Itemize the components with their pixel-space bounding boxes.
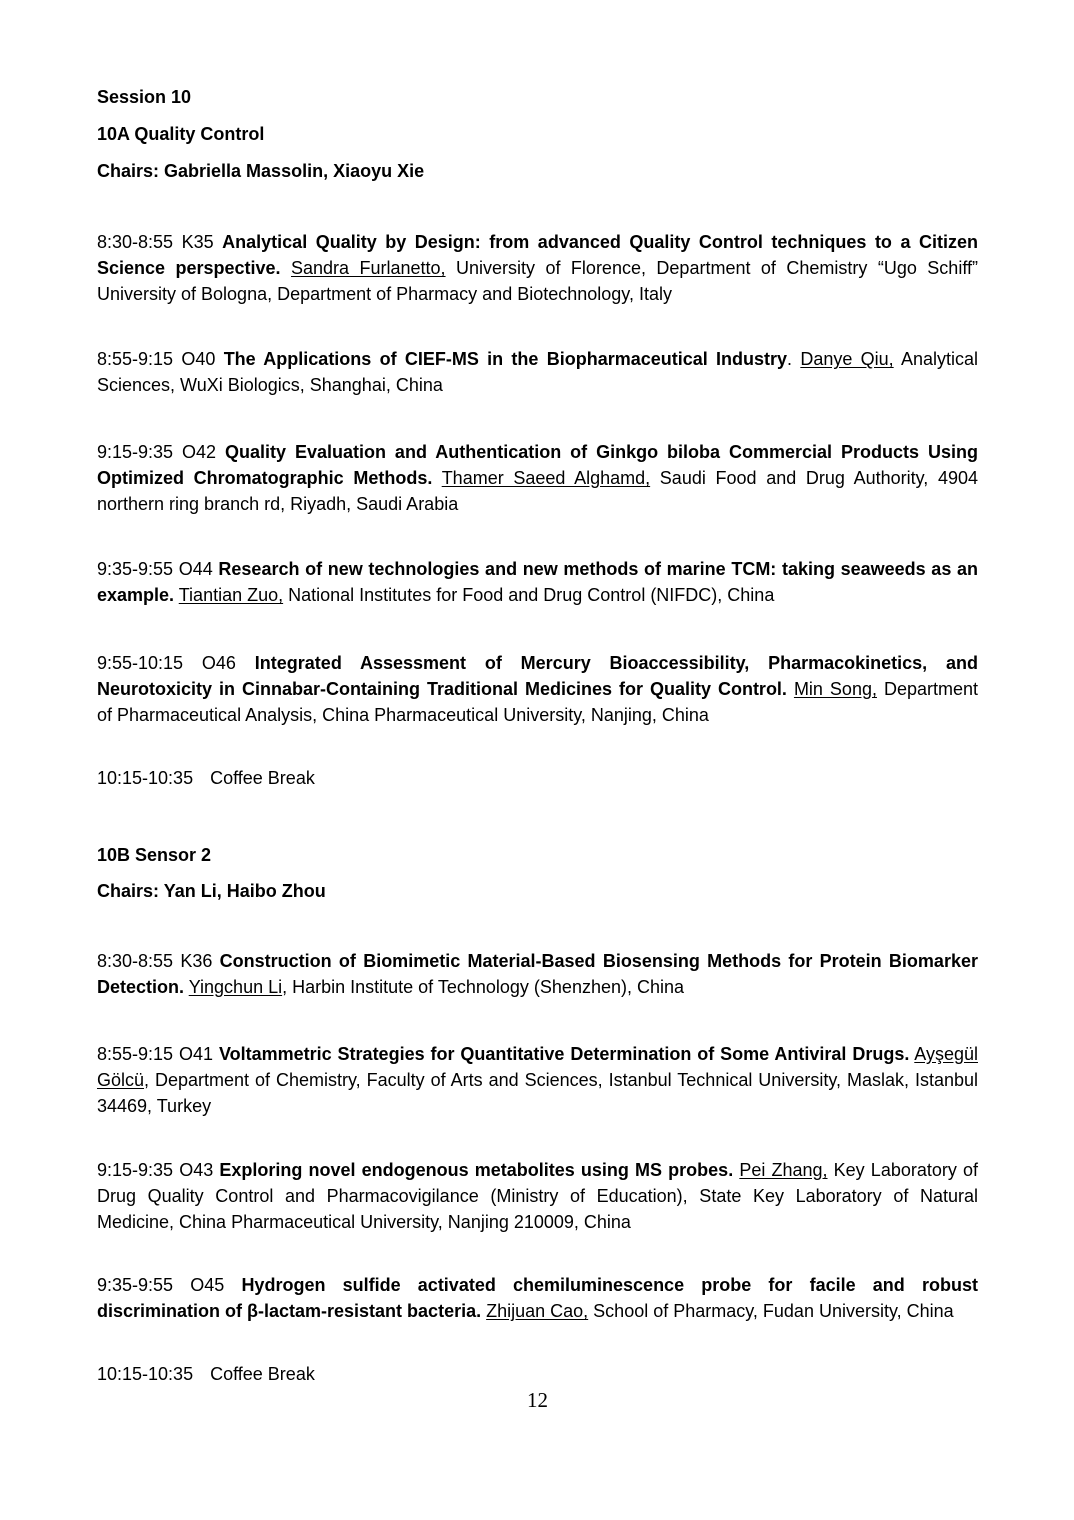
talk-entry-o45 — [97, 1272, 978, 1324]
talk-speaker: Tiantian Zuo, — [178, 585, 284, 605]
talk-separator — [281, 258, 291, 278]
talk-entry-o44 — [97, 556, 978, 608]
talk-title: Voltammetric Strategies for Quantitative Determination of Some Antiviral Drugs. — [218, 1044, 910, 1064]
talk-speaker: Sandra Furlanetto, — [291, 258, 446, 278]
talk-time: 9:15-9:35 — [97, 442, 174, 462]
coffee-break-line-10b — [97, 1361, 978, 1387]
page-number: 12 — [527, 1388, 548, 1412]
talk-entry-k36 — [97, 948, 978, 1000]
talk-entry-o42 — [97, 439, 978, 517]
talk-code: K35 — [181, 232, 214, 252]
talk-title: Hydrogen sulfide activated chemiluminescence probe for facile and robust discrimination of β-lactam-resistant bacteria. — [97, 1275, 978, 1321]
coffee-break-line-10a — [97, 765, 978, 791]
talk-title: The Applications of CIEF-MS in the Biopharmaceutical Industry — [223, 349, 788, 369]
talk-title: Research of new technologies and new methods of marine TCM: taking seaweeds as an example. — [97, 559, 978, 605]
talk-time: 9:15-9:35 — [97, 1160, 174, 1180]
talk-entry-o40 — [97, 346, 978, 398]
talk-entry-o43 — [97, 1157, 978, 1235]
track-title-10a: 10A Quality Control — [97, 124, 265, 144]
talk-time: 8:55-9:15 — [97, 349, 174, 369]
talk-time: 8:30-8:55 — [97, 951, 174, 971]
track-title-10b: 10B Sensor 2 — [97, 845, 212, 865]
talk-code: O41 — [178, 1044, 214, 1064]
break-label: Coffee Break — [210, 768, 315, 788]
talk-affiliation: Saudi Food and Drug Authority, 4904 northern ring branch rd, Riyadh, Saudi Arabia — [97, 468, 978, 514]
talk-code: O44 — [178, 559, 213, 579]
talk-speaker: Min Song, — [793, 679, 877, 699]
talk-affiliation: Department of Pharmaceutical Analysis, China Pharmaceutical University, Nanjing, China — [97, 679, 978, 725]
talk-code: O43 — [179, 1160, 214, 1180]
talk-code: K36 — [180, 951, 213, 971]
talk-code: O46 — [201, 653, 236, 673]
break-time: 10:15-10:35 — [97, 768, 194, 788]
talk-speaker: Danye Qiu, — [800, 349, 894, 369]
session-heading: Session 10 — [97, 87, 192, 107]
talk-code: O45 — [190, 1275, 225, 1295]
talk-time: 9:35-9:55 — [97, 1275, 174, 1295]
talk-code: O40 — [181, 349, 216, 369]
talk-affiliation: , Department of Chemistry, Faculty of Arts and Sciences, Istanbul Technical University, Maslak, Istanbul 34469, Turkey — [97, 1070, 978, 1116]
talk-code: O42 — [182, 442, 217, 462]
talk-title: Integrated Assessment of Mercury Bioaccessibility, Pharmacokinetics, and Neurotoxicity in Cinnabar-Containing Traditional Medicines for Quality Control. — [97, 653, 978, 699]
talk-separator — [787, 679, 794, 699]
talk-title: Exploring novel endogenous metabolites using MS probes. — [219, 1160, 734, 1180]
talk-affiliation: University of Florence, Department of Chemistry “Ugo Schiff” University of Bologna, Department of Pharmacy and Biotechnology, Italy — [97, 258, 978, 304]
talk-title: Construction of Biomimetic Material-Based Biosensing Methods for Protein Biomarker Detection. — [97, 951, 978, 997]
talk-time: 8:30-8:55 — [97, 232, 174, 252]
talk-title: Analytical Quality by Design: from advanced Quality Control techniques to a Citizen Science perspective. — [97, 232, 978, 278]
talk-title: Quality Evaluation and Authentication of Ginkgo biloba Commercial Products Using Optimized Chromatographic Methods. — [97, 442, 978, 488]
chairs-line-10a: Chairs: Gabriella Massolin, Xiaoyu Xie — [97, 161, 425, 181]
talk-time: 8:55-9:15 — [97, 1044, 174, 1064]
talk-entry-o46 — [97, 650, 978, 728]
chairs-line-10b: Chairs: Yan Li, Haibo Zhou — [97, 881, 326, 901]
talk-time: 9:55-10:15 — [97, 653, 184, 673]
talk-separator — [432, 468, 441, 488]
talk-entry-k35 — [97, 229, 978, 307]
break-label: Coffee Break — [210, 1364, 315, 1384]
talk-affiliation: School of Pharmacy, Fudan University, China — [588, 1301, 954, 1321]
talk-speaker: Thamer Saeed Alghamd, — [441, 468, 651, 488]
talk-affiliation: Key Laboratory of Drug Quality Control and Pharmacovigilance (Ministry of Education), State Key Laboratory of Natural Medicine, China Pharmaceutical University, Nanjing 210009, China — [97, 1160, 978, 1232]
talk-affiliation: National Institutes for Food and Drug Control (NIFDC), China — [283, 585, 775, 605]
session-block-10a — [97, 84, 978, 791]
session-block-10b — [97, 842, 978, 1387]
break-time: 10:15-10:35 — [97, 1364, 194, 1384]
talk-affiliation: , Harbin Institute of Technology (Shenzhen), China — [282, 977, 685, 997]
talk-speaker: Yingchun Li — [188, 977, 283, 997]
talk-speaker: Pei Zhang, — [739, 1160, 828, 1180]
talk-separator: . — [787, 349, 801, 369]
talk-affiliation: Analytical Sciences, WuXi Biologics, Shanghai, China — [97, 349, 978, 395]
talk-time: 9:35-9:55 — [97, 559, 174, 579]
talk-speaker: Zhijuan Cao, — [486, 1301, 589, 1321]
talk-speaker: Ayşegül Gölcü — [97, 1044, 978, 1090]
talk-entry-o41 — [97, 1041, 978, 1119]
